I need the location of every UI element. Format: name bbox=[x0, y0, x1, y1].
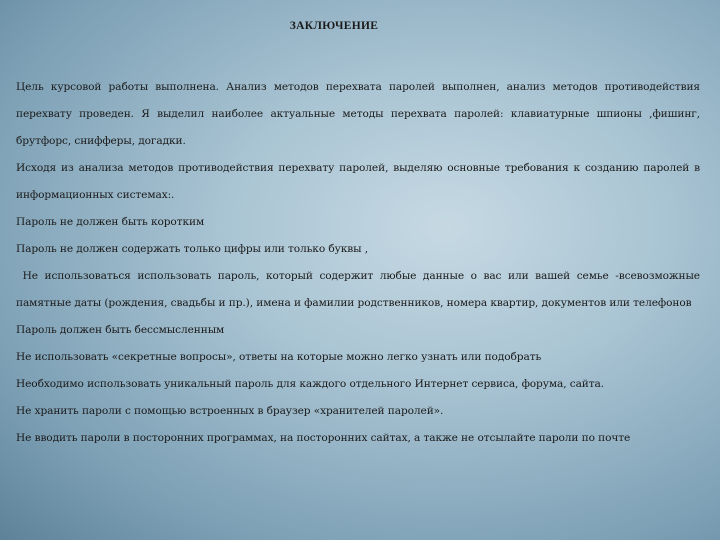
slide-body bbox=[16, 74, 704, 452]
requirement-item: Пароль не должен содержать только цифры или только буквы , bbox=[16, 243, 369, 255]
requirement-item: Пароль должен быть бессмысленным bbox=[16, 324, 225, 336]
paragraph-goal: Цель курсовой работы выполнена. Анализ методов перехвата паролей выполнен, анализ методов противодействия перехвату проведен. Я выделил наиболее актуальные методы перехвата паролей: клавиатурные шпионы ,фишинг, брутфорс, снифферы, догадки. bbox=[16, 81, 700, 147]
paragraph-requirements-intro: Исходя из анализа методов противодействия перехвату паролей, выделяю основные требования к созданию паролей в информационных системах:. bbox=[16, 162, 700, 201]
requirement-item: Не использовать «секретные вопросы», ответы на которые можно легко узнать или подобрать bbox=[16, 351, 542, 363]
requirement-item: Не вводить пароли в посторонних программах, на посторонних сайтах, а также не отсылайте пароли по почте bbox=[16, 432, 631, 444]
requirement-item: Пароль не должен быть коротким bbox=[16, 216, 205, 228]
slide-title: ЗАКЛЮЧЕНИЕ bbox=[289, 20, 379, 32]
requirement-item: Не хранить пароли с помощью встроенных в браузер «хранителей паролей». bbox=[16, 405, 444, 417]
requirement-item: Не использоваться использовать пароль, который содержит любые данные о вас или вашей семье -всевозможные памятные даты (рождения, свадьбы и пр.), имена и фамилии родственников, номера квартир, документов или телефонов bbox=[16, 270, 704, 309]
requirement-item: Необходимо использовать уникальный пароль для каждого отдельного Интернет сервиса, форума, сайта. bbox=[16, 378, 604, 390]
